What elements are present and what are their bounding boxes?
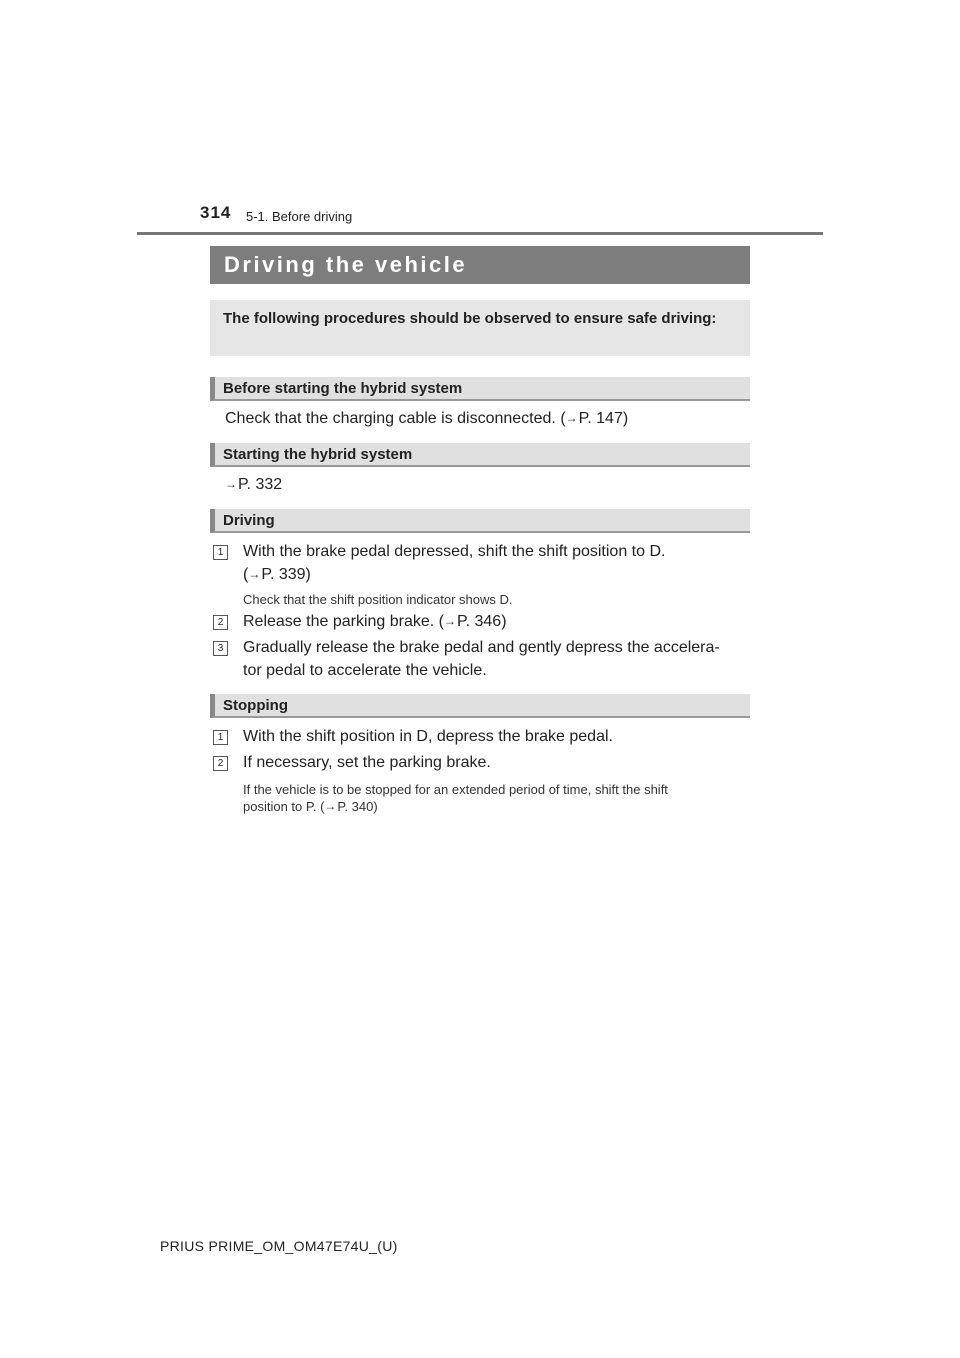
starting-ref <box>225 473 282 496</box>
arrow-icon: → <box>444 614 456 628</box>
step-number-box: 2 <box>213 615 228 630</box>
intro-text: The following procedures should be observed to ensure safe driving: <box>223 310 717 327</box>
page-number: 314 <box>200 203 232 222</box>
title-banner <box>210 246 750 284</box>
arrow-icon: → <box>248 567 261 581</box>
page-link-340[interactable]: P. 340 <box>337 799 374 814</box>
driving-step-2: Release the parking brake. (→P. 346) <box>243 610 507 633</box>
arrow-icon: → <box>225 477 237 491</box>
header-rule <box>137 232 823 235</box>
stopping-step-2-note: If the vehicle is to be stopped for an extended period of time, shift the shift position to P. (→P. 340) <box>243 782 668 814</box>
subheading-starting: Starting the hybrid system <box>210 443 750 467</box>
step-number-box: 1 <box>213 545 228 560</box>
subheading-before-starting: Before starting the hybrid system <box>210 377 750 401</box>
footer-document-code: PRIUS PRIME_OM_OM47E74U_(U) <box>160 1238 398 1254</box>
subheading-driving: Driving <box>210 509 750 533</box>
intro-box <box>210 300 750 356</box>
page-title: Driving the vehicle <box>224 252 468 277</box>
section-reference: 5-1. Before driving <box>246 209 353 224</box>
step-number-box: 1 <box>213 730 228 745</box>
before-starting-text: Check that the charging cable is disconnected. (→P. 147) <box>225 407 628 430</box>
driving-step-3: Gradually release the brake pedal and gently depress the accelera- tor pedal to accelerate the vehicle. <box>243 639 720 679</box>
subheading-stopping: Stopping <box>210 694 750 718</box>
step-number-box: 3 <box>213 641 228 656</box>
page-link-332[interactable]: P. 332 <box>238 476 283 493</box>
page-link-346[interactable]: P. 346 <box>457 613 502 630</box>
stopping-step-1: With the shift position in D, depress the brake pedal. <box>243 728 613 745</box>
stopping-step-2: If necessary, set the parking brake. <box>243 754 491 771</box>
page-link-147[interactable]: P. 147 <box>578 410 623 427</box>
arrow-icon: → <box>324 799 337 813</box>
arrow-icon: → <box>565 411 578 425</box>
page-link-339[interactable]: P. 339 <box>261 566 306 583</box>
driving-step-1-note: Check that the shift position indicator shows D. <box>243 592 513 607</box>
step-number-box: 2 <box>213 756 228 771</box>
driving-step-1: With the brake pedal depressed, shift the shift position to D. (→P. 339) <box>243 540 753 586</box>
